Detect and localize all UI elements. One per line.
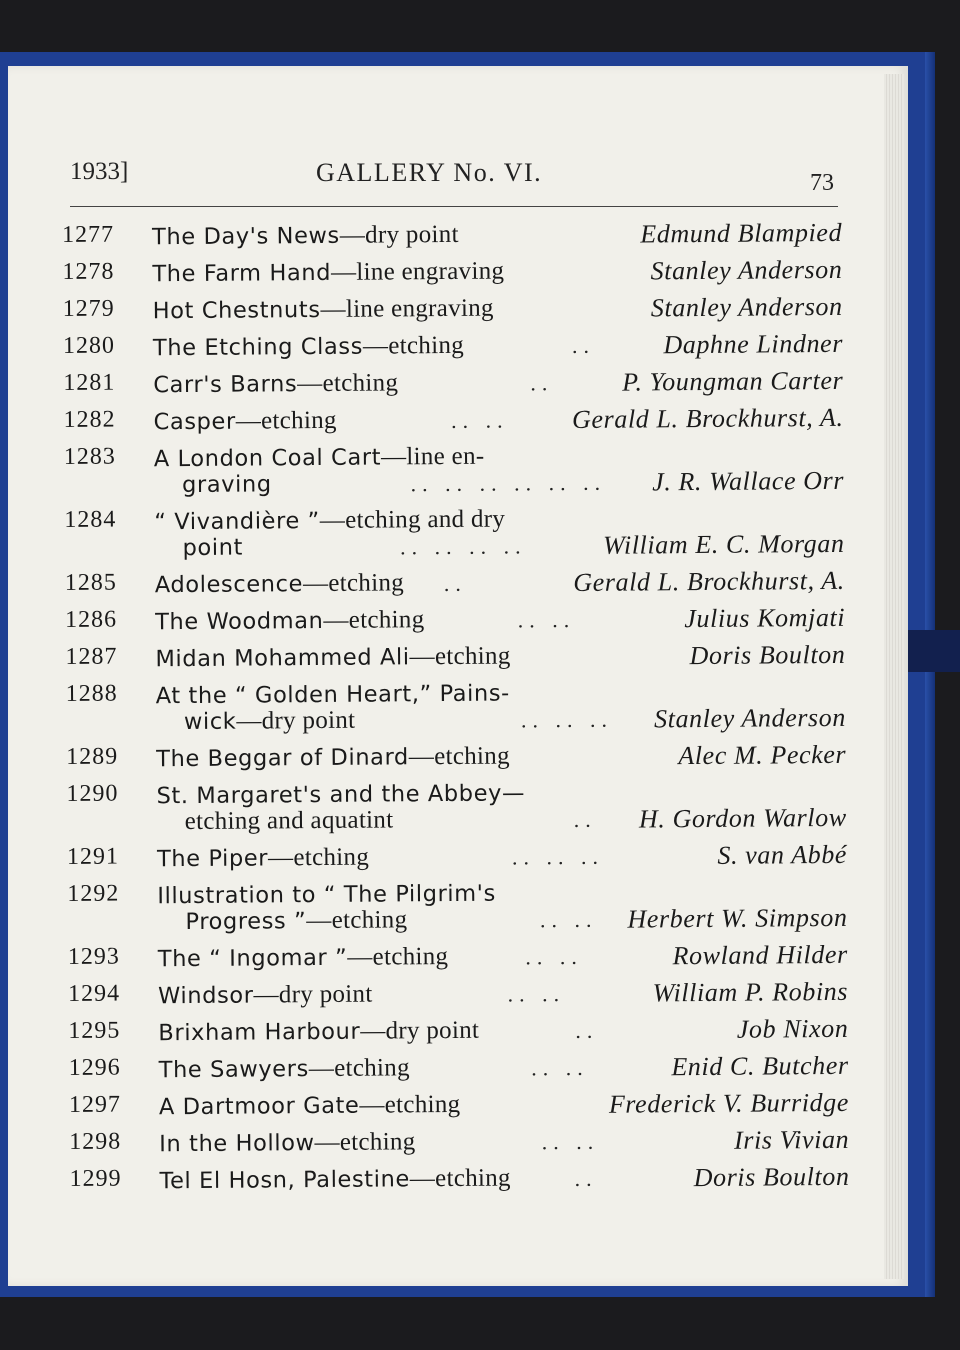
catalogue-entry [67,875,847,944]
leader-dots: .. [575,1017,599,1043]
entry-cont-text: Progress ” [185,908,307,936]
entry-number: 1284 [64,506,117,533]
entry-artist: J. R. Wallace Orr [652,465,845,497]
entry-title-text: Midan Mohammed Ali [155,644,410,673]
entry-number: 1279 [62,295,115,322]
page-stack-edges [884,74,904,1279]
leader-dots: .. .. [450,407,509,433]
entry-medium: —etching [308,1054,410,1083]
entry-artist: Iris Vivian [733,1124,850,1155]
entry-title-text: The Woodman [155,607,324,636]
entry-cont-medium: —etching [306,906,408,935]
entry-medium: —dry point [339,220,459,249]
entry-artist: Stanley Anderson [650,254,843,286]
leader-dots: .. .. .. [520,706,614,733]
entry-number: 1297 [68,1091,122,1118]
entry-title-text: Brixham Harbour [158,1018,361,1047]
entry-cont-medium: etching and aquatint [184,806,394,836]
entry-title-text: St. Margaret's and the Abbey— [156,780,526,810]
entry-medium: —etching [409,642,511,671]
entry-title-text: The “ Ingomar ” [157,944,348,973]
entry-artist: Frederick V. Burridge [608,1087,850,1119]
entry-number: 1295 [68,1017,121,1044]
entry-title-text: Illustration to “ The Pilgrim's [157,880,496,910]
leader-dots: .. [571,332,596,358]
entry-artist: Daphne Lindner [663,328,844,360]
catalogue-entry [69,1049,849,1092]
page-number: 73 [810,170,834,196]
entry-number: 1296 [68,1054,121,1081]
leader-dots: .. .. [531,1054,589,1081]
entry-artist: Herbert W. Simpson [627,902,848,934]
entry-number: 1294 [67,980,121,1007]
catalogue-entry [64,438,844,507]
entry-artist: Stanley Anderson [653,702,847,734]
entry-medium: —etching [347,942,449,971]
entry-title-text: Tel El Hosn, Palestine [159,1166,410,1195]
entry-number: 1288 [65,680,118,707]
catalogue-entry [65,601,845,644]
header-rule [70,206,838,207]
entry-number: 1282 [63,406,116,433]
catalogue-entry [69,1160,849,1203]
entry-title [153,332,464,362]
entry-artist: Stanley Anderson [650,291,843,323]
entry-title [153,295,494,326]
catalogue-entry [66,738,846,781]
header-year: 1933] [70,158,129,185]
catalogue-entry [63,364,843,407]
entry-cont-text: graving [181,471,272,499]
entry-title [153,407,336,436]
leader-dots: .. [573,806,597,832]
page-title: GALLERY No. VI. [316,158,543,187]
entry-medium: —etching [297,369,399,398]
entry-medium: —dry point [253,980,373,1009]
entry-artist: Julius Komjati [684,602,846,634]
catalogue-entry [63,327,843,370]
entry-number: 1292 [67,880,120,907]
entry-artist: Alec M. Pecker [678,739,847,771]
entry-title [157,844,369,874]
entry-number: 1290 [66,780,119,807]
entry-title-text: The Sawyers [158,1056,309,1084]
entry-title [156,742,510,773]
entry-title [158,981,373,1011]
leader-dots: .. [443,570,467,597]
entry-artist: Doris Boulton [693,1161,850,1193]
entry-title-text: Hot Chestnuts [152,296,321,325]
catalogue-entry [63,401,843,444]
entry-artist: P. Youngman Carter [622,365,844,397]
cover-spine-edge [925,52,935,1297]
entry-cont-text: point [182,534,244,562]
entry-medium: —line engraving [320,294,494,323]
leader-dots: .. .. [517,606,576,633]
entry-title-continuation [182,470,272,499]
entry-artist: Rowland Hilder [672,939,848,971]
entry-title-text: In the Hollow [159,1130,315,1158]
entry-number: 1298 [69,1128,122,1155]
entry-number: 1285 [64,569,117,596]
entry-title [158,943,449,973]
entry-number: 1277 [62,221,115,248]
entry-number: 1293 [67,943,120,970]
entry-title-text: Windsor [157,982,254,1010]
entry-title-text: The Etching Class [152,333,364,362]
entry-title-continuation [185,906,407,936]
entry-artist: S. van Abbé [717,839,848,870]
entry-title [152,258,504,289]
entry-number: 1281 [63,369,116,396]
entry-medium: —line en- [380,442,485,471]
entry-title [159,1165,510,1196]
leader-dots: .. .. .. .. .. .. [410,469,607,497]
entry-medium: —etching [359,1090,461,1119]
entry-title-text: The Piper [156,845,269,873]
catalogue-entry [62,253,842,296]
catalogue-entry [65,638,845,681]
catalogue-entry [62,216,842,259]
leader-dots: .. .. [541,1128,600,1155]
entry-title-text: “ Vivandière ” [154,507,320,536]
entry-medium: —etching [268,843,370,872]
entry-medium: —etching [408,742,510,771]
entry-title [158,1017,479,1048]
ribbon-bookmark [905,630,960,672]
catalogue-entry [65,564,845,607]
leader-dots: .. .. [525,943,583,970]
leader-dots: .. .. .. [511,843,605,870]
entry-title-text: A London Coal Cart [153,444,382,473]
catalogue-entry [68,938,848,981]
entry-medium: —etching [409,1164,511,1193]
entry-medium: —etching [235,406,337,435]
entry-medium: —etching [323,606,425,634]
entry-title-text: The Day's News [152,222,340,251]
entry-number: 1280 [62,332,116,359]
entry-cont-medium: —dry point [236,706,356,735]
catalogue-entry [63,290,843,333]
catalogue-entry [69,1086,849,1129]
entry-artist: Gerald L. Brockhurst, A. [573,565,845,597]
entry-title [152,221,459,251]
catalogue-entry [68,1012,848,1055]
entry-medium: —line engraving [330,257,505,286]
entry-artist: H. Gordon Warlow [638,802,847,834]
catalogue-entry [69,1123,849,1166]
entry-title [159,1128,415,1158]
entry-artist: Doris Boulton [689,639,846,671]
leader-dots: .. [574,1165,598,1192]
entry-title [159,1054,410,1084]
entry-medium: —etching [362,331,465,360]
entry-number: 1286 [65,606,118,633]
entry-artist: Gerald L. Brockhurst, A. [571,402,844,434]
entry-artist: William E. C. Morgan [603,528,845,560]
entry-number: 1289 [66,743,119,770]
entry-title [155,569,404,599]
entry-title [153,369,398,399]
leader-dots: .. [530,370,554,396]
leader-dots: .. .. [539,906,598,933]
entry-title-text: A Dartmoor Gate [158,1092,360,1121]
entry-medium: —etching [314,1128,416,1157]
entry-number: 1299 [69,1165,122,1192]
entry-medium: —dry point [360,1016,480,1045]
entry-number: 1278 [62,258,115,285]
entry-title-continuation [184,707,356,736]
entry-title-continuation [185,806,394,836]
entry-artist: Edmund Blampied [640,217,843,249]
entry-artist: Job Nixon [736,1013,849,1044]
entry-number: 1291 [66,843,120,870]
entry-title-text: Adolescence [154,571,304,599]
entry-title-text: At the “ Golden Heart,” Pains- [155,680,510,710]
entry-title-text: Carr's Barns [153,371,298,399]
entry-medium: —etching and dry [319,505,506,534]
catalogue-entry [68,975,848,1018]
entry-title-text: Casper [153,408,236,436]
catalogue-list [62,216,850,1203]
entry-title [159,1091,461,1121]
entry-title-text: The Beggar of Dinard [156,744,409,773]
catalogue-entry [66,775,846,844]
entry-artist: William P. Robins [652,976,849,1008]
entry-title-continuation [182,534,243,562]
entry-artist: Enid C. Butcher [671,1050,849,1082]
entry-title-text: The Farm Hand [152,259,332,288]
leader-dots: .. .. .. .. [399,533,527,560]
entry-number: 1287 [65,643,118,670]
catalogue-entry [67,838,847,881]
entry-cont-text: wick [183,708,237,736]
entry-medium: —etching [302,569,405,598]
leader-dots: .. .. [507,981,566,1007]
entry-title [155,642,510,673]
entry-title [155,606,425,636]
catalogue-entry [64,501,844,570]
catalogue-entry [66,675,846,744]
entry-number: 1283 [63,443,116,470]
running-header [70,158,840,198]
